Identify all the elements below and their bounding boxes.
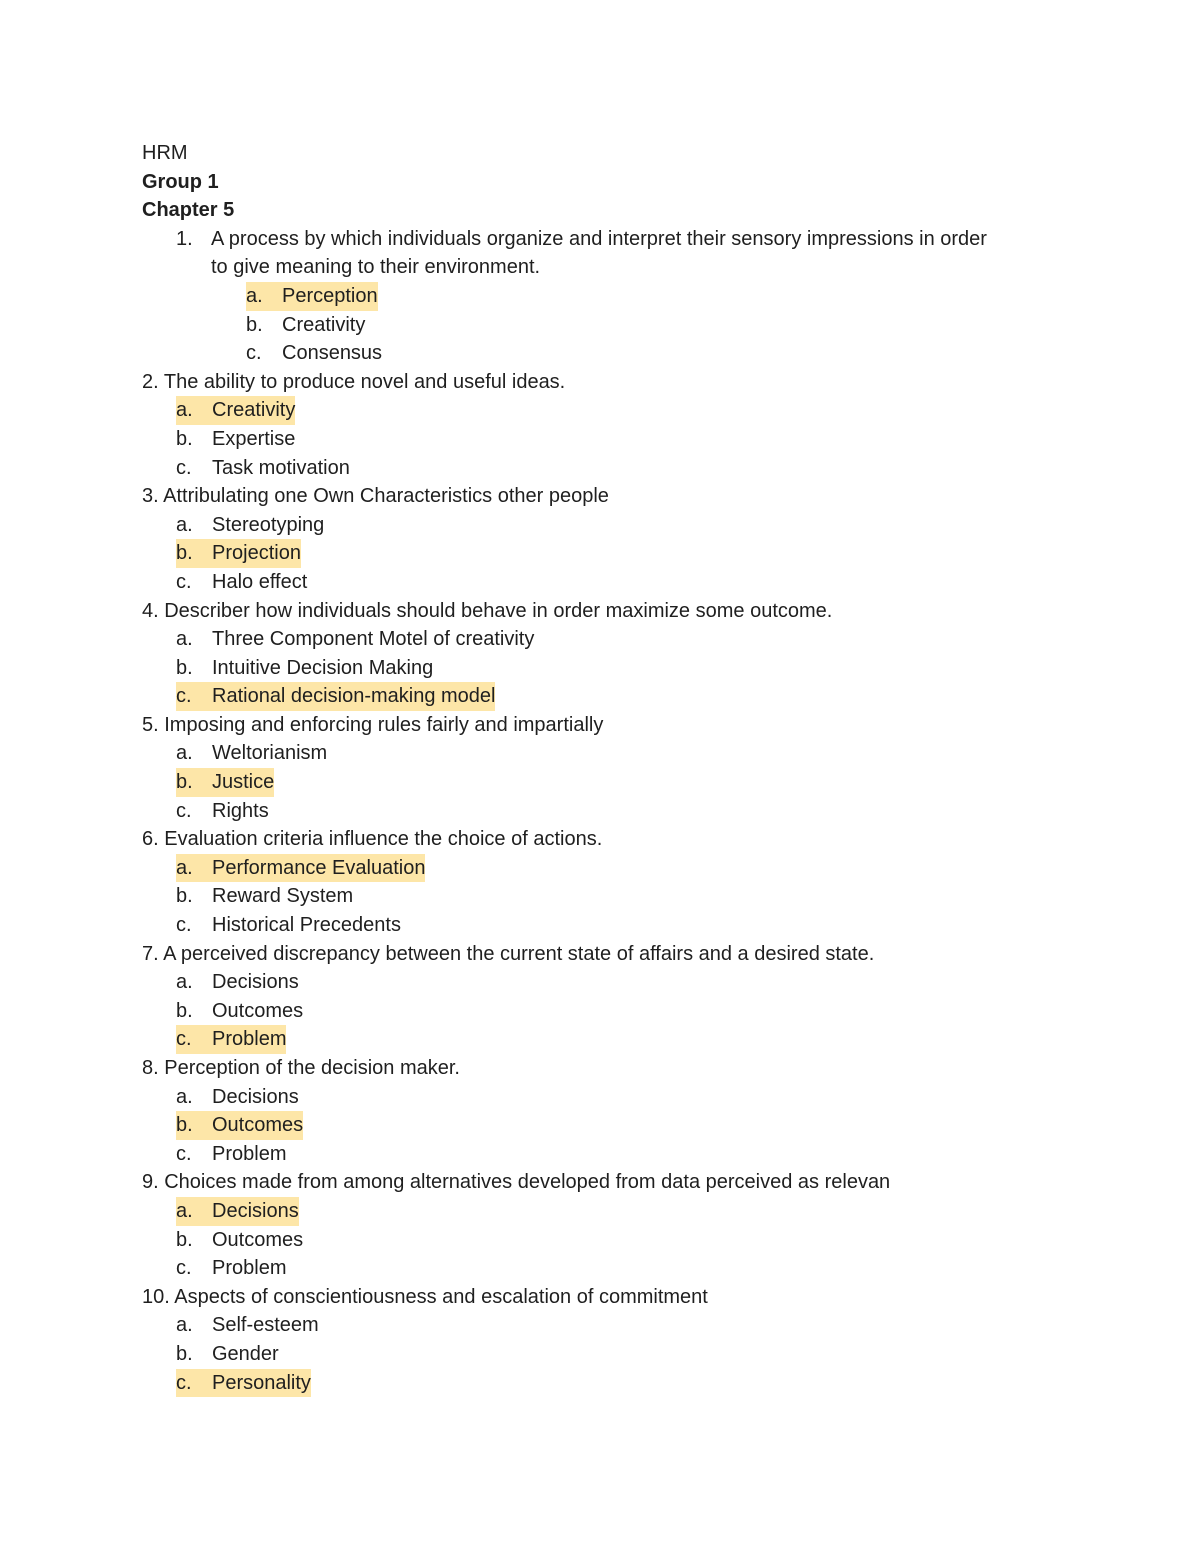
question-2-option-a: [142, 396, 1200, 425]
highlighted-answer: a. Perception: [246, 282, 378, 311]
question-8-option-b: [142, 1111, 1200, 1140]
question-9-option-a: [142, 1197, 1200, 1226]
question-4-option-c: [142, 682, 1200, 711]
question-6-option-c: c. Historical Precedents: [176, 914, 401, 937]
question-5-option-b: [142, 768, 1200, 797]
question-2-text: 2. The ability to produce novel and useful ideas.: [142, 370, 566, 393]
question-3-option-a: a. Stereotyping: [176, 513, 325, 536]
chapter-heading: Chapter 5: [142, 199, 235, 222]
question-1-text-line-1: A process by which individuals organize and interpret their sensory impressions in order: [211, 227, 987, 250]
question-7-text: 7. A perceived discrepancy between the current state of affairs and a desired state.: [142, 942, 875, 965]
question-10-option-c: [142, 1369, 1200, 1398]
question-5-option-c: c. Rights: [176, 799, 269, 822]
question-3-text: 3. Attribulating one Own Characteristics other people: [142, 485, 609, 508]
question-3-option-c: c. Halo effect: [176, 570, 308, 593]
question-8-text: 8. Perception of the decision maker.: [142, 1057, 460, 1079]
question-1-option-b: b. Creativity: [246, 313, 366, 336]
highlighted-answer: a. Performance Evaluation: [176, 854, 425, 883]
highlighted-answer: b. Projection: [176, 539, 301, 568]
question-9-text: 9. Choices made from among alternatives developed from data perceived as relevan: [142, 1171, 891, 1194]
highlighted-answer: a. Decisions: [176, 1197, 299, 1226]
highlighted-answer: a. Creativity: [176, 396, 295, 425]
question-5-option-a: a. Weltorianism: [176, 742, 328, 765]
question-1-line-1: [142, 225, 1200, 254]
highlighted-answer: c. Problem: [176, 1025, 286, 1054]
highlighted-answer: c. Personality: [176, 1369, 311, 1398]
doc-title: HRM: [142, 142, 188, 164]
question-1-option-a: [142, 282, 1200, 311]
question-6-text: 6. Evaluation criteria influence the choice of actions.: [142, 828, 603, 851]
question-5-text: 5. Imposing and enforcing rules fairly and impartially: [142, 713, 604, 736]
highlighted-answer: b. Outcomes: [176, 1111, 303, 1140]
question-6-option-b: b. Reward System: [176, 885, 354, 908]
group-heading: Group 1: [142, 170, 219, 193]
question-8-option-c: c. Problem: [176, 1142, 287, 1165]
highlighted-answer: b. Justice: [176, 768, 274, 797]
question-2-option-b: b. Expertise: [176, 427, 296, 450]
question-7-option-a: a. Decisions: [176, 971, 299, 994]
question-10-text: 10. Aspects of conscientiousness and escalation of commitment: [142, 1285, 708, 1308]
question-9-option-b: b. Outcomes: [176, 1228, 304, 1251]
question-4-text: 4. Describer how individuals should behave in order maximize some outcome.: [142, 599, 833, 622]
question-4-option-b: b. Intuitive Decision Making: [176, 656, 434, 679]
question-4-option-a: a. Three Component Motel of creativity: [176, 628, 535, 651]
question-3-option-b: [142, 539, 1200, 568]
question-2-option-c: c. Task motivation: [176, 456, 350, 479]
question-9-option-c: c. Problem: [176, 1257, 287, 1280]
question-1-text-line-2: to give meaning to their environment.: [211, 256, 541, 279]
question-1-number: 1.: [176, 227, 193, 250]
question-8-option-a: a. Decisions: [176, 1085, 299, 1108]
question-7-option-c: [142, 1025, 1200, 1054]
highlighted-answer: c. Rational decision-making model: [176, 682, 495, 711]
question-1-option-c: c. Consensus: [246, 342, 383, 365]
question-6-option-a: [142, 854, 1200, 883]
question-10-option-b: b. Gender: [176, 1342, 279, 1365]
question-7-option-b: b. Outcomes: [176, 999, 304, 1022]
question-10-option-a: a. Self-esteem: [176, 1314, 319, 1337]
